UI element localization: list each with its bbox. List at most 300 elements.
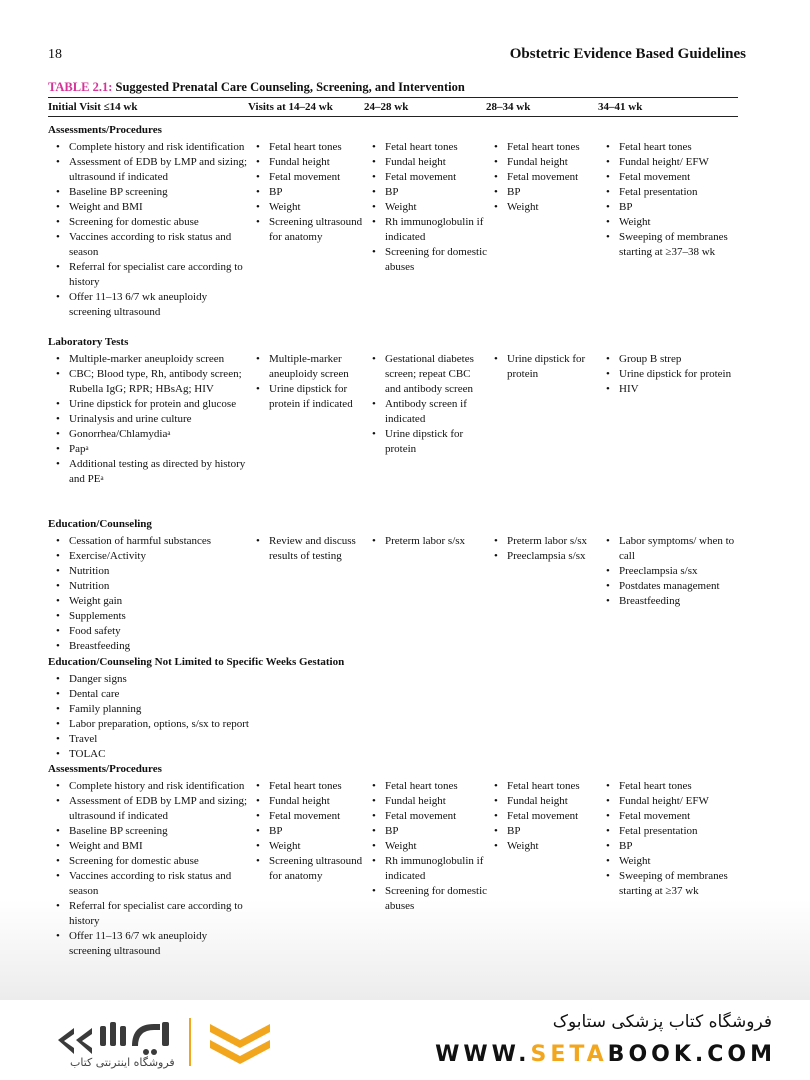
- bullet-icon: •: [256, 855, 260, 867]
- bullet-icon: •: [494, 186, 498, 198]
- list-item: [364, 185, 488, 200]
- list-item-text: Supplements: [69, 610, 126, 622]
- bullet-icon: •: [56, 216, 60, 228]
- list-item: [48, 732, 288, 747]
- list-item: [48, 352, 248, 367]
- list-item-text: Fetal movement: [619, 171, 691, 183]
- bullet-icon: •: [256, 810, 260, 822]
- list-item-text: Vaccines according to risk status and season: [69, 870, 232, 897]
- list-item-text: Weight: [619, 855, 651, 867]
- bullet-icon: •: [56, 186, 60, 198]
- bullet-icon: •: [372, 186, 376, 198]
- list-item: [248, 854, 368, 884]
- bullet-icon: •: [56, 231, 60, 243]
- list-item: [48, 899, 248, 929]
- bullet-icon: •: [256, 535, 260, 547]
- list-item-text: Assessment of EDB by LMP and sizing; ultrasound if indicated: [69, 795, 248, 822]
- column-header-24-28: 24–28 wk: [364, 101, 409, 113]
- list-item-text: BP: [385, 825, 399, 837]
- list-item: [48, 427, 248, 442]
- bullet-icon: •: [56, 595, 60, 607]
- list-item: [248, 155, 368, 170]
- list-education-34-41: [598, 534, 744, 609]
- list-item: [48, 824, 248, 839]
- list-item: [48, 200, 248, 215]
- list-item-text: Weight: [385, 201, 417, 213]
- list-education-24-28: [364, 534, 488, 549]
- list-item: [364, 140, 488, 155]
- list-item: [486, 809, 598, 824]
- section-heading-education: Education/Counseling: [48, 518, 152, 530]
- bullet-icon: •: [256, 353, 260, 365]
- list-item-text: Preeclampsia s/sx: [619, 565, 698, 577]
- list-assessments2-24-28: [364, 779, 488, 914]
- bullet-icon: •: [56, 703, 60, 715]
- list-item: [364, 155, 488, 170]
- bullet-icon: •: [56, 458, 60, 470]
- bullet-icon: •: [56, 733, 60, 745]
- list-item-text: Fetal heart tones: [619, 141, 692, 153]
- bullet-icon: •: [372, 201, 376, 213]
- list-item: [248, 382, 368, 412]
- bullet-icon: •: [606, 231, 610, 243]
- list-item-text: Preeclampsia s/sx: [507, 550, 586, 562]
- list-item: [364, 534, 488, 549]
- bullet-icon: •: [606, 368, 610, 380]
- list-item: [48, 397, 248, 412]
- bullet-icon: •: [256, 186, 260, 198]
- list-assessments-14-24: [248, 140, 368, 245]
- bullet-icon: •: [56, 688, 60, 700]
- list-item-text: Urine dipstick for protein: [619, 368, 732, 380]
- table-title: [48, 80, 465, 95]
- list-item-text: Offer 11–13 6/7 wk aneuploidy screening ultrasound: [69, 291, 208, 318]
- bullet-icon: •: [494, 141, 498, 153]
- list-item: [598, 382, 744, 397]
- list-item-text: Sweeping of membranes starting at ≥37–38 wk: [619, 231, 728, 258]
- bullet-icon: •: [606, 201, 610, 213]
- list-item: [48, 442, 248, 457]
- list-item: [48, 260, 248, 290]
- list-item: [48, 155, 248, 185]
- list-item: [48, 702, 288, 717]
- list-item: [48, 594, 248, 609]
- table-top-rule: [48, 97, 738, 98]
- list-item-text: Cessation of harmful substances: [69, 535, 212, 547]
- list-item-text: Screening ultrasound for anatomy: [269, 855, 363, 882]
- list-item: [364, 215, 488, 245]
- bullet-icon: •: [494, 840, 498, 852]
- list-item: [48, 549, 248, 564]
- list-item: [48, 579, 248, 594]
- bullet-icon: •: [606, 186, 610, 198]
- list-item-text: Rh immunoglobulin if indicated: [385, 216, 484, 243]
- list-item-text: Fundal height: [507, 795, 568, 807]
- list-item-text: Postdates management: [619, 580, 720, 592]
- list-item-text: Screening for domestic abuse: [69, 216, 199, 228]
- list-assessments-28-34: [486, 140, 598, 215]
- list-item-text: Gestational diabetes screen; repeat CBC and antibody screen: [385, 353, 474, 395]
- list-item-text: Complete history and risk identification: [69, 780, 245, 792]
- bullet-icon: •: [256, 171, 260, 183]
- list-item: [598, 579, 744, 594]
- list-item-text: Referral for specialist care according to history: [69, 261, 243, 288]
- list-item-text: BP: [385, 186, 399, 198]
- list-item-text: Offer 11–13 6/7 wk aneuploidy screening ultrasound: [69, 930, 208, 957]
- list-item: [598, 352, 744, 367]
- list-item-text: Nutrition: [69, 580, 110, 592]
- list-item: [48, 367, 248, 397]
- list-item: [598, 854, 744, 869]
- bullet-icon: •: [372, 780, 376, 792]
- bullet-icon: •: [56, 550, 60, 562]
- list-labs-28-34: [486, 352, 598, 382]
- section-heading-education-general: Education/Counseling Not Limited to Specific Weeks Gestation: [48, 656, 345, 668]
- list-item: [364, 397, 488, 427]
- list-item-text: Fundal height: [269, 156, 330, 168]
- list-item: [248, 185, 368, 200]
- bullet-icon: •: [56, 795, 60, 807]
- list-item: [486, 155, 598, 170]
- list-item-text: Fundal height: [385, 156, 446, 168]
- list-item-text: Antibody screen if indicated: [385, 398, 467, 425]
- list-item-text: Referral for specialist care according to history: [69, 900, 243, 927]
- bullet-icon: •: [372, 353, 376, 365]
- list-item-text: BP: [619, 840, 633, 852]
- bullet-icon: •: [56, 673, 60, 685]
- section-heading-labs: Laboratory Tests: [48, 336, 129, 348]
- list-item: [48, 672, 288, 687]
- list-item-text: Screening for domestic abuses: [385, 885, 488, 912]
- bullet-icon: •: [56, 398, 60, 410]
- list-item: [598, 140, 744, 155]
- bullet-icon: •: [606, 156, 610, 168]
- list-item: [48, 412, 248, 427]
- list-item: [48, 290, 248, 320]
- list-assessments2-initial: [48, 779, 248, 959]
- bullet-icon: •: [256, 201, 260, 213]
- list-item-text: Nutrition: [69, 565, 110, 577]
- column-header-initial: Initial Visit ≤14 wk: [48, 101, 138, 113]
- list-item-text: Fetal heart tones: [507, 780, 580, 792]
- list-item: [48, 624, 248, 639]
- list-item-text: Danger signs: [69, 673, 127, 685]
- bullet-icon: •: [56, 780, 60, 792]
- bullet-icon: •: [494, 780, 498, 792]
- list-item-text: Screening for domestic abuses: [385, 246, 488, 273]
- list-item: [248, 809, 368, 824]
- bullet-icon: •: [606, 870, 610, 882]
- list-item: [364, 794, 488, 809]
- list-item: [48, 929, 248, 959]
- bullet-icon: •: [56, 870, 60, 882]
- list-item: [248, 170, 368, 185]
- list-item: [598, 564, 744, 579]
- list-item-text: Weight: [385, 840, 417, 852]
- list-labs-24-28: [364, 352, 488, 457]
- list-item: [248, 824, 368, 839]
- list-item-text: Rh immunoglobulin if indicated: [385, 855, 484, 882]
- list-item-text: Urine dipstick for protein and glucose: [69, 398, 237, 410]
- list-item: [598, 534, 744, 564]
- bullet-icon: •: [56, 900, 60, 912]
- list-item-text: Exercise/Activity: [69, 550, 146, 562]
- bullet-icon: •: [56, 825, 60, 837]
- footnote-marker: a: [85, 444, 89, 452]
- list-education-initial: [48, 534, 248, 654]
- bullet-icon: •: [56, 428, 60, 440]
- list-item-text: Fetal heart tones: [269, 141, 342, 153]
- bullet-icon: •: [494, 171, 498, 183]
- list-item: [48, 230, 248, 260]
- list-item-text: Preterm labor s/sx: [385, 535, 466, 547]
- bullet-icon: •: [56, 580, 60, 592]
- list-item: [598, 839, 744, 854]
- list-item: [486, 824, 598, 839]
- bullet-icon: •: [606, 383, 610, 395]
- bullet-icon: •: [56, 141, 60, 153]
- list-item-text: Travel: [69, 733, 98, 745]
- list-assessments-34-41: [598, 140, 744, 260]
- bullet-icon: •: [372, 535, 376, 547]
- list-item: [598, 200, 744, 215]
- bullet-icon: •: [606, 840, 610, 852]
- list-item: [364, 839, 488, 854]
- list-item-text: Weight: [269, 201, 301, 213]
- bullet-icon: •: [606, 810, 610, 822]
- store-url-accent: SETA: [530, 1042, 608, 1067]
- list-item-text: Additional testing as directed by history and PE: [69, 458, 246, 485]
- list-item-text: Fundal height/ EFW: [619, 795, 709, 807]
- list-item-text: Fundal height: [507, 156, 568, 168]
- store-url-suffix: BOOK.COM: [607, 1042, 776, 1067]
- table-caption: Suggested Prenatal Care Counseling, Screening, and Intervention: [112, 80, 465, 94]
- bullet-icon: •: [56, 156, 60, 168]
- bullet-icon: •: [606, 595, 610, 607]
- list-item-text: Group B strep: [619, 353, 682, 365]
- list-item: [364, 170, 488, 185]
- list-item-text: Weight: [619, 216, 651, 228]
- list-item: [48, 687, 288, 702]
- bullet-icon: •: [56, 443, 60, 455]
- list-item-text: Complete history and risk identification: [69, 141, 245, 153]
- list-item: [486, 534, 598, 549]
- list-item-text: Fundal height: [385, 795, 446, 807]
- list-item-text: Weight gain: [69, 595, 123, 607]
- list-item-text: Fetal movement: [619, 810, 691, 822]
- list-item-text: Review and discuss results of testing: [269, 535, 356, 562]
- list-item: [248, 352, 368, 382]
- section-heading-assessments-repeat: Assessments/Procedures: [48, 763, 162, 775]
- bullet-icon: •: [56, 930, 60, 942]
- column-header-14-24: Visits at 14–24 wk: [248, 101, 333, 113]
- list-item-text: Vaccines according to risk status and season: [69, 231, 232, 258]
- list-item-text: Urinalysis and urine culture: [69, 413, 192, 425]
- list-item: [598, 779, 744, 794]
- list-education-general: [48, 672, 288, 762]
- list-item: [248, 779, 368, 794]
- bullet-icon: •: [372, 216, 376, 228]
- list-item: [598, 869, 744, 899]
- bullet-icon: •: [56, 201, 60, 213]
- list-item: [486, 170, 598, 185]
- list-item: [248, 839, 368, 854]
- bullet-icon: •: [494, 810, 498, 822]
- list-item: [248, 215, 368, 245]
- list-item-text: Fetal presentation: [619, 825, 698, 837]
- list-item-text: Weight: [507, 840, 539, 852]
- bullet-icon: •: [256, 156, 260, 168]
- header-bottom-rule: [48, 116, 738, 117]
- list-item: [364, 352, 488, 397]
- bullet-icon: •: [256, 216, 260, 228]
- list-item: [48, 534, 248, 549]
- list-item: [364, 200, 488, 215]
- list-labs-14-24: [248, 352, 368, 412]
- bullet-icon: •: [56, 640, 60, 652]
- list-item: [48, 457, 248, 487]
- column-header-34-41: 34–41 wk: [598, 101, 643, 113]
- bullet-icon: •: [606, 795, 610, 807]
- bullet-icon: •: [494, 353, 498, 365]
- list-item-text: Food safety: [69, 625, 121, 637]
- list-item: [48, 794, 248, 824]
- list-item: [598, 824, 744, 839]
- list-item-text: Fetal heart tones: [619, 780, 692, 792]
- bullet-icon: •: [56, 261, 60, 273]
- list-item-text: Multiple-marker aneuploidy screen: [69, 353, 225, 365]
- bullet-icon: •: [494, 156, 498, 168]
- list-labs-initial: [48, 352, 248, 487]
- bullet-icon: •: [256, 780, 260, 792]
- list-item: [48, 747, 288, 762]
- list-item-text: Urine dipstick for protein: [507, 353, 586, 380]
- bullet-icon: •: [56, 625, 60, 637]
- bullet-icon: •: [606, 565, 610, 577]
- list-item: [486, 185, 598, 200]
- logo-caption: فروشگاه اینترنتی کتاب: [70, 1056, 175, 1069]
- list-item: [48, 717, 288, 732]
- list-item: [48, 564, 248, 579]
- bullet-icon: •: [372, 855, 376, 867]
- list-item: [486, 839, 598, 854]
- list-item-text: Breastfeeding: [69, 640, 131, 652]
- list-item: [364, 854, 488, 884]
- list-item: [486, 140, 598, 155]
- list-item-text: Family planning: [69, 703, 142, 715]
- bullet-icon: •: [494, 535, 498, 547]
- list-item: [598, 367, 744, 382]
- list-item-text: TOLAC: [69, 748, 106, 760]
- list-item: [598, 809, 744, 824]
- list-item: [486, 779, 598, 794]
- bullet-icon: •: [372, 156, 376, 168]
- list-item-text: Labor preparation, options, s/sx to report: [69, 718, 249, 730]
- list-item-text: Multiple-marker aneuploidy screen: [269, 353, 349, 380]
- bullet-icon: •: [606, 141, 610, 153]
- bullet-icon: •: [606, 780, 610, 792]
- list-item-text: Baseline BP screening: [69, 825, 168, 837]
- list-item: [486, 794, 598, 809]
- list-item-text: Fetal movement: [269, 810, 341, 822]
- list-item: [48, 140, 248, 155]
- list-assessments-initial: [48, 140, 248, 320]
- bullet-icon: •: [606, 216, 610, 228]
- bullet-icon: •: [372, 795, 376, 807]
- list-item: [248, 794, 368, 809]
- list-item: [598, 170, 744, 185]
- list-item: [598, 155, 744, 170]
- list-item-text: Breastfeeding: [619, 595, 681, 607]
- list-item-text: HIV: [619, 383, 639, 395]
- list-item-text: Sweeping of membranes starting at ≥37 wk: [619, 870, 728, 897]
- list-education-28-34: [486, 534, 598, 564]
- store-name: فروشگاه کتاب پزشکی ستابوک: [552, 1012, 772, 1032]
- list-item-text: BP: [507, 825, 521, 837]
- list-item-text: Fetal movement: [269, 171, 341, 183]
- bullet-icon: •: [56, 535, 60, 547]
- list-item: [364, 809, 488, 824]
- list-item: [486, 200, 598, 215]
- table-label: TABLE 2.1:: [48, 80, 113, 94]
- list-item: [486, 352, 598, 382]
- list-item-text: Urine dipstick for protein if indicated: [269, 383, 353, 410]
- bullet-icon: •: [606, 580, 610, 592]
- list-item-text: CBC; Blood type, Rh, antibody screen; Rubella IgG; RPR; HBsAg; HIV: [69, 368, 242, 395]
- list-labs-34-41: [598, 352, 744, 397]
- list-item: [248, 534, 368, 564]
- list-item-text: Fetal movement: [507, 171, 579, 183]
- list-assessments-24-28: [364, 140, 488, 275]
- bullet-icon: •: [494, 201, 498, 213]
- bullet-icon: •: [372, 840, 376, 852]
- list-item-text: Urine dipstick for protein: [385, 428, 464, 455]
- list-assessments2-28-34: [486, 779, 598, 854]
- bullet-icon: •: [606, 535, 610, 547]
- list-item-text: BP: [619, 201, 633, 213]
- list-item-text: Pap: [69, 443, 86, 455]
- list-item: [486, 549, 598, 564]
- store-url: [435, 1042, 776, 1067]
- bullet-icon: •: [56, 368, 60, 380]
- bullet-icon: •: [372, 398, 376, 410]
- bullet-icon: •: [56, 413, 60, 425]
- list-item-text: Weight and BMI: [69, 840, 143, 852]
- list-assessments2-34-41: [598, 779, 744, 899]
- bullet-icon: •: [256, 141, 260, 153]
- bullet-icon: •: [56, 565, 60, 577]
- list-item: [598, 215, 744, 230]
- list-item-text: Fetal heart tones: [385, 780, 458, 792]
- list-item-text: Assessment of EDB by LMP and sizing; ultrasound if indicated: [69, 156, 248, 183]
- bullet-icon: •: [256, 840, 260, 852]
- list-item-text: BP: [507, 186, 521, 198]
- list-item-text: Weight and BMI: [69, 201, 143, 213]
- bullet-icon: •: [606, 171, 610, 183]
- list-item: [364, 779, 488, 794]
- list-item: [598, 230, 744, 260]
- list-item-text: Fundal height: [269, 795, 330, 807]
- bullet-icon: •: [372, 428, 376, 440]
- list-item: [598, 794, 744, 809]
- list-item-text: Labor symptoms/ when to call: [619, 535, 735, 562]
- footnote-marker: a: [167, 429, 171, 437]
- list-item: [598, 594, 744, 609]
- bullet-icon: •: [494, 795, 498, 807]
- bullet-icon: •: [494, 825, 498, 837]
- bullet-icon: •: [256, 383, 260, 395]
- bullet-icon: •: [56, 855, 60, 867]
